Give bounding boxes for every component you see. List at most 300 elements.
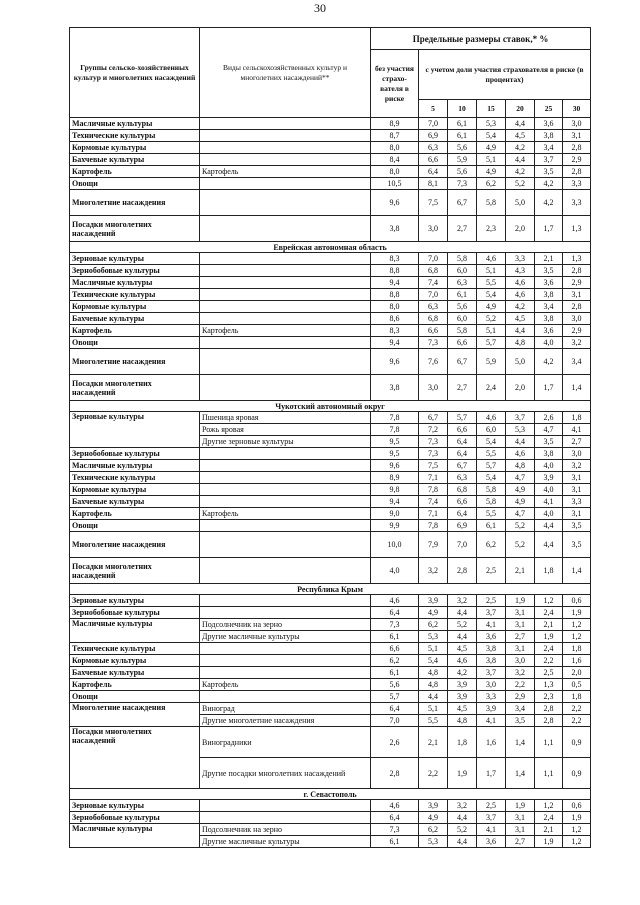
rate-cell: 8,4 bbox=[371, 154, 419, 166]
rate-cell: 4,7 bbox=[535, 424, 563, 436]
crop-group-cell: Кормовые культуры bbox=[70, 484, 200, 496]
rate-cell: 3,8 bbox=[535, 448, 563, 460]
crop-kind-cell bbox=[200, 118, 371, 130]
rate-cell: 8,0 bbox=[371, 142, 419, 154]
rate-cell: 5,8 bbox=[448, 253, 477, 265]
rate-cell: 4,4 bbox=[448, 812, 477, 824]
rate-cell: 4,4 bbox=[448, 607, 477, 619]
rate-cell: 9,9 bbox=[371, 520, 419, 532]
rate-cell: 2,4 bbox=[535, 607, 563, 619]
table-row bbox=[70, 667, 591, 679]
rate-cell: 7,4 bbox=[419, 496, 448, 508]
region-row bbox=[70, 401, 591, 412]
rate-cell: 4,4 bbox=[448, 836, 477, 848]
table-row bbox=[70, 265, 591, 277]
rate-cell: 3,1 bbox=[506, 607, 535, 619]
rate-cell: 5,4 bbox=[477, 130, 506, 142]
rate-cell: 1,3 bbox=[563, 253, 591, 265]
rate-cell: 6,7 bbox=[448, 190, 477, 216]
rate-cell: 7,3 bbox=[448, 178, 477, 190]
table-row bbox=[70, 727, 591, 758]
rate-cell: 4,4 bbox=[506, 325, 535, 337]
rate-cell: 2,8 bbox=[563, 301, 591, 313]
rate-cell: 4,9 bbox=[506, 484, 535, 496]
rate-cell: 6,6 bbox=[448, 496, 477, 508]
crop-group-cell: Картофель bbox=[70, 166, 200, 178]
rate-cell: 5,4 bbox=[477, 436, 506, 448]
rate-cell: 4,9 bbox=[419, 607, 448, 619]
rate-cell: 4,7 bbox=[506, 508, 535, 520]
rate-cell: 5,1 bbox=[419, 643, 448, 655]
region-row bbox=[70, 584, 591, 595]
rate-cell: 0,6 bbox=[563, 800, 591, 812]
rate-cell: 8,8 bbox=[371, 289, 419, 301]
rate-cell: 4,6 bbox=[477, 412, 506, 424]
rate-cell: 5,3 bbox=[506, 424, 535, 436]
rate-cell: 9,0 bbox=[371, 508, 419, 520]
rate-cell: 3,8 bbox=[371, 216, 419, 242]
crop-kind-cell bbox=[200, 460, 371, 472]
rate-cell: 3,9 bbox=[448, 679, 477, 691]
table-row bbox=[70, 154, 591, 166]
crop-group-cell: Картофель bbox=[70, 508, 200, 520]
rate-cell: 3,0 bbox=[477, 679, 506, 691]
table-row bbox=[70, 508, 591, 520]
table-row bbox=[70, 178, 591, 190]
crop-kind-cell bbox=[200, 265, 371, 277]
header-crop-kind: Виды сельскохозяйственных культур и многолетних насаждений** bbox=[200, 28, 371, 118]
rate-cell: 7,0 bbox=[419, 118, 448, 130]
rate-cell: 1,8 bbox=[563, 643, 591, 655]
rate-cell: 3,7 bbox=[477, 667, 506, 679]
rate-cell: 8,6 bbox=[371, 313, 419, 325]
rate-cell: 3,1 bbox=[563, 508, 591, 520]
crop-group-cell: Бахчевые культуры bbox=[70, 313, 200, 325]
table-row bbox=[70, 679, 591, 691]
rate-cell: 6,1 bbox=[371, 631, 419, 643]
table-row bbox=[70, 800, 591, 812]
rate-cell: 4,1 bbox=[477, 619, 506, 631]
rate-cell: 4,4 bbox=[506, 118, 535, 130]
crop-group-cell: Кормовые культуры bbox=[70, 655, 200, 667]
rate-cell: 5,7 bbox=[477, 460, 506, 472]
rate-cell: 2,2 bbox=[506, 679, 535, 691]
crop-kind-cell bbox=[200, 142, 371, 154]
region-title: г. Севастополь bbox=[70, 789, 591, 800]
crop-kind-cell bbox=[200, 289, 371, 301]
rate-cell: 4,1 bbox=[477, 824, 506, 836]
rate-cell: 6,3 bbox=[419, 142, 448, 154]
rate-cell: 6,6 bbox=[419, 325, 448, 337]
rate-cell: 1,9 bbox=[563, 607, 591, 619]
rate-cell: 9,6 bbox=[371, 349, 419, 375]
crop-kind-cell: Виноград bbox=[200, 703, 371, 715]
crop-group-cell: Бахчевые культуры bbox=[70, 667, 200, 679]
rate-cell: 4,6 bbox=[448, 655, 477, 667]
rate-cell: 7,8 bbox=[371, 424, 419, 436]
rate-cell: 2,5 bbox=[535, 667, 563, 679]
rate-cell: 2,9 bbox=[563, 277, 591, 289]
rate-cell: 2,8 bbox=[563, 142, 591, 154]
rate-cell: 4,2 bbox=[535, 178, 563, 190]
table-row bbox=[70, 460, 591, 472]
rate-cell: 1,9 bbox=[448, 758, 477, 789]
crop-group-cell: Зернобобовые культуры bbox=[70, 265, 200, 277]
rate-cell: 6,9 bbox=[448, 520, 477, 532]
rate-cell: 4,7 bbox=[506, 472, 535, 484]
rate-cell: 6,7 bbox=[448, 349, 477, 375]
crop-kind-cell bbox=[200, 558, 371, 584]
rate-cell: 7,1 bbox=[419, 472, 448, 484]
crop-group-cell: Посадки многолетних насаждений bbox=[70, 375, 200, 401]
crop-kind-cell bbox=[200, 520, 371, 532]
rate-cell: 3,1 bbox=[563, 472, 591, 484]
rate-cell: 9,6 bbox=[371, 190, 419, 216]
rate-cell: 5,8 bbox=[448, 325, 477, 337]
rate-cell: 4,9 bbox=[477, 142, 506, 154]
table-row bbox=[70, 349, 591, 375]
rate-cell: 3,4 bbox=[563, 349, 591, 375]
crop-group-cell: Овощи bbox=[70, 691, 200, 703]
rate-cell: 5,5 bbox=[419, 715, 448, 727]
rate-cell: 4,2 bbox=[506, 142, 535, 154]
rate-cell: 4,0 bbox=[535, 337, 563, 349]
rate-cell: 7,0 bbox=[448, 532, 477, 558]
rate-cell: 5,3 bbox=[477, 118, 506, 130]
crop-group-cell: Посадки многолетних насаждений bbox=[70, 727, 200, 789]
rate-cell: 5,3 bbox=[419, 836, 448, 848]
table-row bbox=[70, 703, 591, 715]
rate-cell: 6,2 bbox=[419, 619, 448, 631]
rate-cell: 1,3 bbox=[535, 679, 563, 691]
rate-cell: 6,7 bbox=[419, 412, 448, 424]
crop-kind-cell: Другие зерновые культуры bbox=[200, 436, 371, 448]
rate-cell: 8,3 bbox=[371, 325, 419, 337]
crop-group-cell: Многолетние насаждения bbox=[70, 349, 200, 375]
rate-cell: 10,0 bbox=[371, 532, 419, 558]
rate-cell: 4,2 bbox=[506, 166, 535, 178]
rate-cell: 4,6 bbox=[371, 800, 419, 812]
rate-cell: 2,5 bbox=[477, 558, 506, 584]
rate-cell: 8,3 bbox=[371, 253, 419, 265]
rate-cell: 4,8 bbox=[506, 460, 535, 472]
rate-cell: 1,7 bbox=[535, 216, 563, 242]
table-row bbox=[70, 190, 591, 216]
crop-kind-cell: Пшеница яровая bbox=[200, 412, 371, 424]
rate-cell: 6,6 bbox=[419, 154, 448, 166]
rate-cell: 4,4 bbox=[506, 154, 535, 166]
table-row bbox=[70, 643, 591, 655]
rate-cell: 7,3 bbox=[371, 619, 419, 631]
rate-cell: 3,0 bbox=[563, 448, 591, 460]
rate-cell: 5,5 bbox=[477, 508, 506, 520]
rate-cell: 2,0 bbox=[506, 375, 535, 401]
rate-cell: 4,8 bbox=[419, 679, 448, 691]
rate-cell: 3,8 bbox=[477, 655, 506, 667]
rate-cell: 2,2 bbox=[563, 703, 591, 715]
rate-cell: 2,3 bbox=[477, 216, 506, 242]
rate-cell: 4,2 bbox=[448, 667, 477, 679]
rate-cell: 5,7 bbox=[448, 412, 477, 424]
crop-group-cell: Посадки многолетних насаждений bbox=[70, 216, 200, 242]
rate-cell: 4,5 bbox=[448, 703, 477, 715]
table-row bbox=[70, 313, 591, 325]
rate-cell: 2,1 bbox=[535, 253, 563, 265]
rate-cell: 4,6 bbox=[506, 448, 535, 460]
rate-cell: 1,1 bbox=[535, 727, 563, 758]
rate-cell: 1,7 bbox=[477, 758, 506, 789]
rate-cell: 5,6 bbox=[448, 142, 477, 154]
rate-cell: 9,4 bbox=[371, 277, 419, 289]
crop-group-cell: Картофель bbox=[70, 325, 200, 337]
rate-cell: 2,8 bbox=[448, 558, 477, 584]
rate-cell: 2,8 bbox=[535, 703, 563, 715]
crop-group-cell: Зерновые культуры bbox=[70, 412, 200, 448]
rate-cell: 1,2 bbox=[535, 595, 563, 607]
rate-cell: 5,2 bbox=[448, 824, 477, 836]
rate-cell: 2,7 bbox=[506, 836, 535, 848]
rate-cell: 3,0 bbox=[563, 118, 591, 130]
rate-cell: 8,1 bbox=[419, 178, 448, 190]
rate-cell: 6,9 bbox=[419, 130, 448, 142]
rate-cell: 3,1 bbox=[506, 824, 535, 836]
region-title: Чукотский автономный округ bbox=[70, 401, 591, 412]
rate-cell: 0,6 bbox=[563, 595, 591, 607]
rate-cell: 4,1 bbox=[477, 715, 506, 727]
rate-cell: 3,8 bbox=[535, 313, 563, 325]
header-with-share: с учетом доли участия страхователя в риске (в процентах) bbox=[419, 50, 591, 100]
rate-cell: 2,7 bbox=[448, 375, 477, 401]
rate-cell: 7,3 bbox=[419, 448, 448, 460]
table-row bbox=[70, 532, 591, 558]
rate-cell: 3,2 bbox=[506, 667, 535, 679]
rate-cell: 4,9 bbox=[477, 301, 506, 313]
rate-cell: 3,2 bbox=[419, 558, 448, 584]
table-row bbox=[70, 472, 591, 484]
crop-kind-cell bbox=[200, 130, 371, 142]
table-row bbox=[70, 655, 591, 667]
header-share: 20 bbox=[506, 100, 535, 118]
rate-cell: 2,9 bbox=[506, 691, 535, 703]
crop-group-cell: Овощи bbox=[70, 337, 200, 349]
rate-cell: 3,5 bbox=[563, 532, 591, 558]
rate-cell: 6,4 bbox=[448, 436, 477, 448]
rate-cell: 6,4 bbox=[448, 508, 477, 520]
rate-cell: 4,4 bbox=[535, 532, 563, 558]
rate-cell: 6,1 bbox=[448, 118, 477, 130]
rate-cell: 5,1 bbox=[477, 265, 506, 277]
rate-cell: 3,3 bbox=[563, 190, 591, 216]
rate-cell: 5,9 bbox=[477, 349, 506, 375]
rate-cell: 1,6 bbox=[563, 655, 591, 667]
crop-kind-cell bbox=[200, 337, 371, 349]
rate-cell: 6,4 bbox=[419, 166, 448, 178]
rate-cell: 6,0 bbox=[477, 424, 506, 436]
rate-cell: 2,1 bbox=[535, 824, 563, 836]
rate-cell: 7,9 bbox=[419, 532, 448, 558]
rate-cell: 4,6 bbox=[506, 277, 535, 289]
rate-cell: 1,2 bbox=[563, 836, 591, 848]
crop-group-cell: Кормовые культуры bbox=[70, 301, 200, 313]
rate-cell: 1,9 bbox=[535, 836, 563, 848]
rate-cell: 8,7 bbox=[371, 130, 419, 142]
rate-cell: 2,5 bbox=[477, 595, 506, 607]
rate-cell: 4,0 bbox=[535, 508, 563, 520]
rate-cell: 8,8 bbox=[371, 265, 419, 277]
rate-cell: 9,6 bbox=[371, 460, 419, 472]
rate-cell: 4,4 bbox=[448, 631, 477, 643]
crop-kind-cell bbox=[200, 667, 371, 679]
rate-cell: 2,1 bbox=[506, 558, 535, 584]
crop-group-cell: Технические культуры bbox=[70, 643, 200, 655]
crop-group-cell: Посадки многолетних насаждений bbox=[70, 558, 200, 584]
rate-cell: 3,8 bbox=[535, 289, 563, 301]
rate-cell: 4,2 bbox=[535, 349, 563, 375]
crop-kind-cell bbox=[200, 655, 371, 667]
rate-cell: 7,3 bbox=[371, 824, 419, 836]
rate-cell: 0,5 bbox=[563, 679, 591, 691]
region-row bbox=[70, 789, 591, 800]
rate-cell: 1,4 bbox=[563, 375, 591, 401]
rate-cell: 5,5 bbox=[477, 277, 506, 289]
rate-cell: 3,2 bbox=[563, 460, 591, 472]
rate-cell: 2,1 bbox=[535, 619, 563, 631]
crop-group-cell: Кормовые культуры bbox=[70, 142, 200, 154]
rate-cell: 7,6 bbox=[419, 349, 448, 375]
rate-cell: 2,2 bbox=[535, 655, 563, 667]
rate-cell: 1,9 bbox=[563, 812, 591, 824]
rate-cell: 3,5 bbox=[535, 166, 563, 178]
crop-kind-cell bbox=[200, 313, 371, 325]
rate-cell: 2,0 bbox=[506, 216, 535, 242]
header-no-share: без участия страхо-вателя в риске bbox=[371, 50, 419, 118]
table-row bbox=[70, 520, 591, 532]
rate-cell: 5,2 bbox=[477, 313, 506, 325]
rate-cell: 3,5 bbox=[563, 520, 591, 532]
rate-cell: 6,4 bbox=[448, 448, 477, 460]
crop-group-cell: Технические культуры bbox=[70, 289, 200, 301]
crop-kind-cell bbox=[200, 253, 371, 265]
rate-cell: 2,9 bbox=[563, 325, 591, 337]
crop-group-cell: Зерновые культуры bbox=[70, 800, 200, 812]
table-row bbox=[70, 277, 591, 289]
crop-group-cell: Многолетние насаждения bbox=[70, 703, 200, 727]
rate-cell: 3,9 bbox=[477, 703, 506, 715]
rate-cell: 3,1 bbox=[506, 619, 535, 631]
crop-kind-cell bbox=[200, 812, 371, 824]
rate-cell: 1,8 bbox=[448, 727, 477, 758]
rate-cell: 4,2 bbox=[535, 190, 563, 216]
rate-cell: 1,4 bbox=[506, 758, 535, 789]
rate-cell: 5,3 bbox=[419, 631, 448, 643]
crop-group-cell: Многолетние насаждения bbox=[70, 190, 200, 216]
rate-cell: 5,7 bbox=[371, 691, 419, 703]
rate-cell: 6,1 bbox=[371, 667, 419, 679]
rate-cell: 7,5 bbox=[419, 460, 448, 472]
crop-kind-cell: Другие масличные культуры bbox=[200, 631, 371, 643]
rate-cell: 2,4 bbox=[477, 375, 506, 401]
rate-cell: 2,4 bbox=[535, 812, 563, 824]
rate-cell: 2,8 bbox=[563, 166, 591, 178]
rate-cell: 6,6 bbox=[371, 643, 419, 655]
rate-cell: 2,7 bbox=[563, 436, 591, 448]
rate-cell: 3,5 bbox=[535, 265, 563, 277]
rate-cell: 7,0 bbox=[419, 253, 448, 265]
rate-cell: 6,8 bbox=[448, 484, 477, 496]
rate-cell: 5,4 bbox=[419, 655, 448, 667]
rate-cell: 4,5 bbox=[448, 643, 477, 655]
table-row bbox=[70, 619, 591, 631]
table-row bbox=[70, 375, 591, 401]
rate-cell: 6,1 bbox=[477, 520, 506, 532]
rate-cell: 4,8 bbox=[506, 337, 535, 349]
rate-cell: 6,8 bbox=[419, 313, 448, 325]
rate-cell: 3,4 bbox=[535, 301, 563, 313]
table-row bbox=[70, 496, 591, 508]
rate-cell: 5,1 bbox=[419, 703, 448, 715]
table-row bbox=[70, 824, 591, 836]
rate-cell: 6,2 bbox=[477, 532, 506, 558]
crop-kind-cell: Другие посадки многолетних насаждений bbox=[200, 758, 371, 789]
rate-cell: 7,5 bbox=[419, 190, 448, 216]
rate-cell: 2,2 bbox=[419, 758, 448, 789]
rate-cell: 7,8 bbox=[419, 484, 448, 496]
rate-cell: 8,0 bbox=[371, 166, 419, 178]
rate-cell: 1,8 bbox=[563, 691, 591, 703]
rate-cell: 1,9 bbox=[506, 800, 535, 812]
rate-cell: 8,9 bbox=[371, 118, 419, 130]
rate-cell: 6,2 bbox=[477, 178, 506, 190]
rate-cell: 5,0 bbox=[506, 190, 535, 216]
rate-cell: 0,9 bbox=[563, 727, 591, 758]
crop-kind-cell bbox=[200, 607, 371, 619]
table-row bbox=[70, 484, 591, 496]
rate-cell: 1,2 bbox=[563, 631, 591, 643]
table-row bbox=[70, 607, 591, 619]
rate-cell: 4,0 bbox=[535, 460, 563, 472]
rate-cell: 5,0 bbox=[506, 349, 535, 375]
crop-kind-cell: Картофель bbox=[200, 679, 371, 691]
rate-cell: 2,5 bbox=[477, 800, 506, 812]
rate-cell: 6,4 bbox=[371, 607, 419, 619]
crop-kind-cell: Другие многолетние насаждения bbox=[200, 715, 371, 727]
crop-kind-cell: Подсолнечник на зерно bbox=[200, 824, 371, 836]
rate-cell: 1,9 bbox=[506, 595, 535, 607]
rate-cell: 3,9 bbox=[419, 595, 448, 607]
rates-body bbox=[70, 118, 591, 848]
rate-cell: 3,6 bbox=[477, 836, 506, 848]
rate-cell: 6,3 bbox=[448, 472, 477, 484]
rate-cell: 6,1 bbox=[371, 836, 419, 848]
rate-cell: 2,6 bbox=[371, 727, 419, 758]
rate-cell: 7,8 bbox=[371, 412, 419, 424]
rate-cell: 4,6 bbox=[477, 253, 506, 265]
table-row bbox=[70, 301, 591, 313]
rate-cell: 5,2 bbox=[506, 178, 535, 190]
table-row bbox=[70, 412, 591, 424]
crop-group-cell: Бахчевые культуры bbox=[70, 496, 200, 508]
rate-cell: 4,4 bbox=[535, 520, 563, 532]
rate-cell: 4,4 bbox=[506, 436, 535, 448]
crop-kind-cell: Картофель bbox=[200, 508, 371, 520]
table-row bbox=[70, 253, 591, 265]
rate-cell: 3,1 bbox=[563, 130, 591, 142]
rate-cell: 6,8 bbox=[419, 265, 448, 277]
rate-cell: 6,4 bbox=[371, 703, 419, 715]
header-share: 25 bbox=[535, 100, 563, 118]
rate-cell: 3,7 bbox=[506, 412, 535, 424]
rate-cell: 5,6 bbox=[448, 166, 477, 178]
